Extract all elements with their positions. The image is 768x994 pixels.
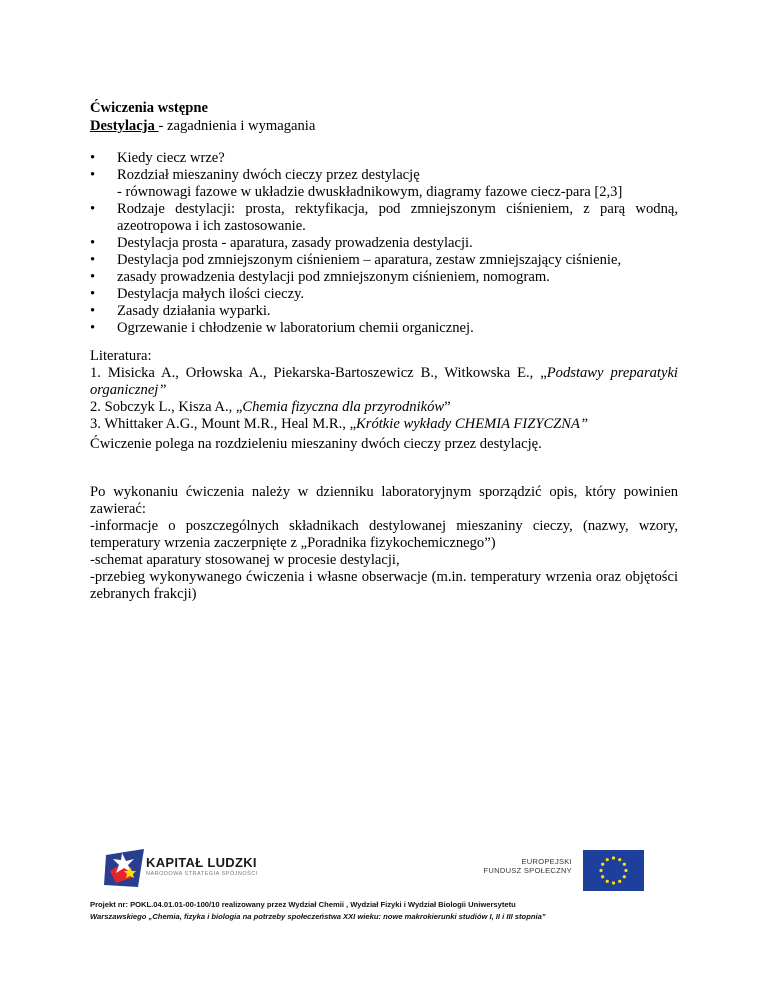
list-item: Destylacja małych ilości cieczy. xyxy=(117,286,305,302)
kapital-ludzki-name: KAPITAŁ LUDZKI xyxy=(146,855,257,870)
list-item: Destylacja prosta - aparatura, zasady prowadzenia destylacji. xyxy=(117,235,473,251)
page-title: Ćwiczenia wstępne xyxy=(90,100,208,116)
literature-heading: Literatura: xyxy=(90,348,152,364)
project-line: Warszawskiego „Chemia, fizyka i biologia na potrzeby społeczeństwa XXI wieku: nowe makrokierunki studiów I, II i III stopnia” xyxy=(90,912,546,921)
list-item: Destylacja pod zmniejszonym ciśnieniem – aparatura, zestaw zmniejszający ciśnienie, xyxy=(117,252,622,268)
list-item: zasady prowadzenia destylacji pod zmniejszonym ciśnieniem, nomogram. xyxy=(117,269,550,285)
project-info xyxy=(90,899,690,923)
list-item-subline: - równowagi fazowe w układzie dwuskładnikowym, diagramy fazowe ciecz-para [2,3] xyxy=(117,184,623,200)
section-heading-topic: Destylacja xyxy=(90,118,159,134)
report-item: -schemat aparatury stosowanej w procesie destylacji, xyxy=(90,552,400,568)
footer xyxy=(0,833,768,923)
report-item: -informacje o poszczególnych składnikach destylowanej mieszaniny cieczy, (nazwy, wzory, temperatury wrzenia zaczerpnięte z „Poradnika fizykochemicznego”) xyxy=(90,518,678,551)
report-requirements xyxy=(90,484,678,603)
section-heading xyxy=(90,118,315,135)
report-item: -przebieg wykonywanego ćwiczenia i własne obserwacje (m.in. temperatury wrzenia oraz objętości zebranych frakcji) xyxy=(90,569,678,602)
exercise-description: Ćwiczenie polega na rozdzieleniu mieszaniny dwóch cieczy przez destylację. xyxy=(90,436,542,452)
section-heading-rest: - zagadnienia i wymagania xyxy=(158,118,316,134)
eu-fund-label: EUROPEJSKI FUNDUSZ SPOŁECZNY xyxy=(483,857,572,875)
kapital-ludzki-subtitle: NARODOWA STRATEGIA SPÓJNOŚCI xyxy=(146,871,258,877)
topics-list xyxy=(90,150,678,337)
literature-item: 1. Misicka A., Orłowska A., Piekarska-Bartoszewicz B., Witkowska E., „Podstawy preparatyki organicznej” xyxy=(90,365,678,398)
project-line: Projekt nr: POKL.04.01.01-00-100/10 realizowany przez Wydział Chemii , Wydział Fizyki i Wydział Biologii Uniwersytetu xyxy=(90,900,516,909)
list-item: Zasady działania wyparki. xyxy=(117,303,271,319)
list-item: Kiedy ciecz wrze? xyxy=(117,150,225,166)
literature-item: 3. Whittaker A.G., Mount M.R., Heal M.R., „Krótkie wykłady CHEMIA FIZYCZNA” xyxy=(90,416,589,432)
eu-flag-icon xyxy=(583,850,644,891)
literature-item: 2. Sobczyk L., Kisza A., „Chemia fizyczna dla przyrodników” xyxy=(90,399,451,415)
report-intro: Po wykonaniu ćwiczenia należy w dzienniku laboratoryjnym sporządzić opis, który powinien zawierać: xyxy=(90,484,678,517)
list-item: Rodzaje destylacji: prosta, rektyfikacja, pod zmniejszonym ciśnieniem, z parą wodną, azeotropowa i ich zastosowanie. xyxy=(117,201,678,234)
list-item: Rozdział mieszaniny dwóch cieczy przez destylację - równowagi fazowe w układzie dwuskładnikowym, diagramy fazowe ciecz-para [2,3] xyxy=(90,167,678,201)
list-item: Ogrzewanie i chłodzenie w laboratorium chemii organicznej. xyxy=(117,320,474,336)
literature-section xyxy=(90,348,678,433)
